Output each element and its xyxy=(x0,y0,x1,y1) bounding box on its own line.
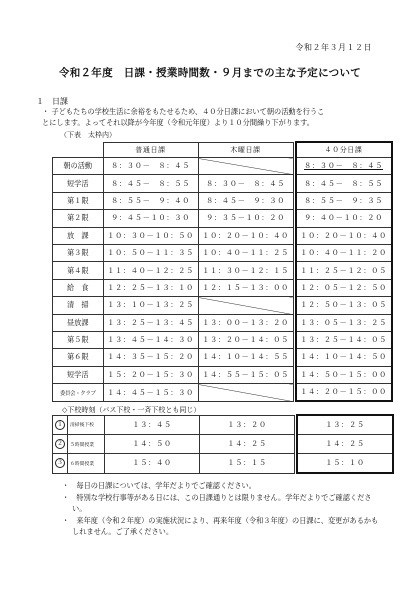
notes-list xyxy=(62,480,382,538)
cell-40min-text: ８：３０－ ８：４５ xyxy=(304,161,383,171)
cell-regular: １３：４５－１４：３０ xyxy=(103,331,198,348)
table-row xyxy=(53,262,392,279)
cell-40min: １４：５０－１５：００ xyxy=(296,366,392,383)
table-row xyxy=(53,297,392,314)
table-header-row xyxy=(53,142,392,158)
cell-regular: １１：４０－１２：２５ xyxy=(103,262,198,279)
table-row xyxy=(53,227,392,244)
cell-thursday: １２：１５－１３：００ xyxy=(198,279,293,296)
cell-40min: １０：２０－１０：４０ xyxy=(296,227,392,244)
row-label: 放 課 xyxy=(53,227,104,244)
table-row xyxy=(53,175,392,192)
circled-number: １ xyxy=(56,420,63,428)
row-label: 第１限 xyxy=(53,192,104,209)
cell-thursday-empty xyxy=(198,158,293,175)
cell-regular: ８：３０－ ８：４５ xyxy=(103,158,198,175)
cell-thursday: １５：１５ xyxy=(200,454,295,474)
cell-thursday: １３：００－１３：２０ xyxy=(198,314,293,331)
circled-number: ３ xyxy=(56,459,63,467)
cell-40min: ８：５５－ ９：３５ xyxy=(296,192,392,209)
cell-thursday-empty xyxy=(198,384,293,402)
table-row xyxy=(53,384,392,402)
row-label: 第３限 xyxy=(53,244,104,261)
cell-40min: １４：２０－１５：００ xyxy=(296,384,392,402)
cell-regular: １５：４０ xyxy=(105,454,200,474)
table-row xyxy=(53,279,392,296)
row-label: 短学活 xyxy=(53,366,104,383)
cell-40min: １４：２５ xyxy=(297,435,393,454)
cell-regular: １０：３０－１０：５０ xyxy=(103,227,198,244)
row-number xyxy=(53,415,68,435)
header-thursday: 木曜日課 xyxy=(198,142,293,158)
table-row xyxy=(53,192,392,209)
cell-40min: ８：４５－ ８：５５ xyxy=(296,175,392,192)
intro-line: ・ 子どもたちの学校生活に余裕をもたせるため、４０分日課において朝の活動を行うこ xyxy=(42,107,325,116)
cell-regular: １４：４５－１５：３０ xyxy=(103,384,198,402)
row-label: 委員会・クラブ xyxy=(53,384,104,402)
note-item: ・ 特別な学校行事等がある日には、この日課通りとは限りません。学年だよりでご確認ください。 xyxy=(62,493,372,513)
table-row xyxy=(53,210,392,227)
row-label: 短学活 xyxy=(53,175,104,192)
cell-thursday: １３：２０－１４：０５ xyxy=(198,331,293,348)
dismissal-row xyxy=(53,415,394,435)
row-label: 清 掃 xyxy=(53,297,104,314)
table-note: （下表 太枠内） xyxy=(60,131,116,139)
document-date: 令和２年３月１２日 xyxy=(295,43,372,52)
cell-40min: １２：０５－１２：５０ xyxy=(296,279,392,296)
cell-thursday: ９：３５－１０：２０ xyxy=(198,210,293,227)
table-row xyxy=(53,244,392,261)
row-label: 清掃後下校 xyxy=(68,415,105,435)
cell-40min: １５：１０ xyxy=(297,454,393,474)
header-corner xyxy=(53,142,104,158)
cell-thursday: １４：１０－１４：５５ xyxy=(198,349,293,366)
cell-40min: １３：０５－１３：２５ xyxy=(296,314,392,331)
cell-regular: １４：３５－１５：２０ xyxy=(103,349,198,366)
table-row xyxy=(53,158,392,175)
row-label: 朝の活動 xyxy=(53,158,104,175)
cell-regular: １２：２５－１３：１０ xyxy=(103,279,198,296)
cell-40min: １１：２５－１２：０５ xyxy=(296,262,392,279)
cell-thursday: １１：３０－１２：１５ xyxy=(198,262,293,279)
row-number xyxy=(53,435,68,454)
cell-regular: ９：４５－１０：３０ xyxy=(103,210,198,227)
cell-thursday: １３：２０ xyxy=(200,415,295,435)
dismissal-heading: ◇下校時刻（バス下校・一斉下校とも同じ） xyxy=(62,406,201,414)
cell-40min: ９：４０－１０：２０ xyxy=(296,210,392,227)
dismissal-table xyxy=(52,414,394,474)
document-title: 令和２年度 日課・授業時間数・９月までの主な予定について xyxy=(58,67,362,79)
note-item: ・ 毎日の日課については、学年だよりでご確認ください。 xyxy=(62,481,256,490)
row-label: 給 食 xyxy=(53,279,104,296)
row-label: ６時間授業 xyxy=(68,454,105,474)
cell-40min: １３：２５－１４：０５ xyxy=(296,331,392,348)
cell-40min xyxy=(296,158,392,175)
cell-regular: １３：１０－１３：２５ xyxy=(103,297,198,314)
table-row xyxy=(53,331,392,348)
cell-40min: １２：５０－１３：０５ xyxy=(296,297,392,314)
cell-thursday: １０：４０－１１：２５ xyxy=(198,244,293,261)
cell-regular: ８：４５－ ８：５５ xyxy=(103,175,198,192)
cell-thursday: １４：５５－１５：０５ xyxy=(198,366,293,383)
cell-40min: １０：４０－１１：２０ xyxy=(296,244,392,261)
row-label: 昼放課 xyxy=(53,314,104,331)
row-label: 第４限 xyxy=(53,262,104,279)
header-40min: ４０分日課 xyxy=(296,142,392,158)
circled-number: ２ xyxy=(56,440,63,447)
note-item: ・ 来年度（令和２年度）の実施状況により、再来年度（令和３年度）の日課に、変更があるかもしれません。ご了承ください。 xyxy=(62,516,379,536)
header-regular: 普通日課 xyxy=(103,142,198,158)
schedule-table xyxy=(52,141,393,402)
cell-regular: １３：２５－１３：４５ xyxy=(103,314,198,331)
cell-thursday: ８：４５－ ９：３０ xyxy=(198,192,293,209)
table-row xyxy=(53,314,392,331)
row-label: 第６限 xyxy=(53,349,104,366)
row-label: 第２限 xyxy=(53,210,104,227)
cell-regular: １０：５０－１１：３５ xyxy=(103,244,198,261)
cell-thursday-empty xyxy=(198,297,293,314)
cell-regular: １３：４５ xyxy=(105,415,200,435)
table-row xyxy=(53,349,392,366)
table-row xyxy=(53,366,392,383)
cell-thursday: ８：３０－ ８：４５ xyxy=(198,175,293,192)
cell-regular: １５：２０－１５：３０ xyxy=(103,366,198,383)
dismissal-row xyxy=(53,435,394,454)
row-label: ５時間授業 xyxy=(68,435,105,454)
intro-paragraph xyxy=(36,106,386,128)
row-number xyxy=(53,454,68,474)
cell-regular: ８：５５－ ９：４０ xyxy=(103,192,198,209)
cell-40min: １３：２５ xyxy=(297,415,393,435)
cell-thursday: １４：２５ xyxy=(200,435,295,454)
cell-thursday: １０：２０－１０：４０ xyxy=(198,227,293,244)
dismissal-row xyxy=(53,454,394,474)
cell-40min: １４：１０－１４：５０ xyxy=(296,349,392,366)
section-heading: １ 日課 xyxy=(36,97,68,106)
intro-line: とにします。よってそれ以降が今年度（令和元年度）より１０分間繰り下がります。 xyxy=(42,118,314,127)
row-label: 第５限 xyxy=(53,331,104,348)
cell-regular: １４：５０ xyxy=(105,435,200,454)
